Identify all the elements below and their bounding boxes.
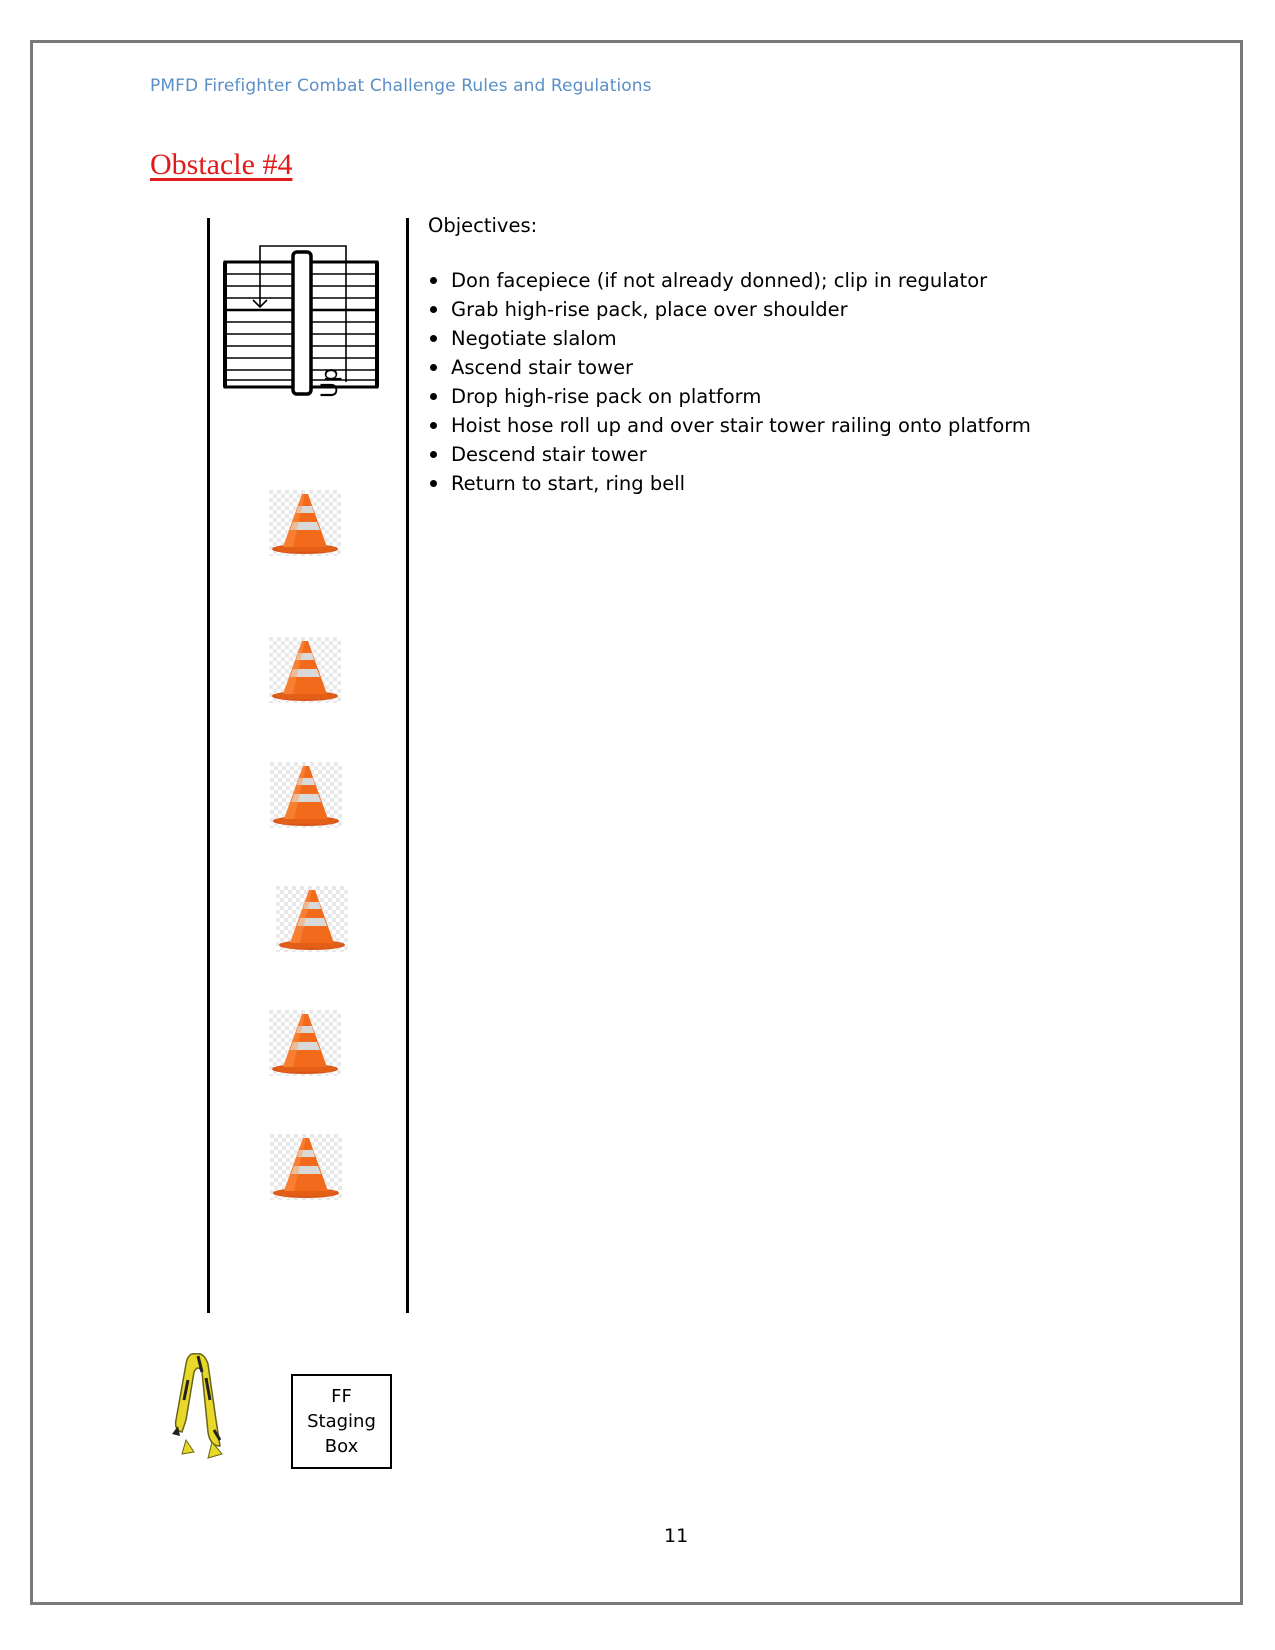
obstacle-title: Obstacle #4 xyxy=(150,148,293,181)
traffic-cone-icon xyxy=(270,762,342,828)
running-header: PMFD Firefighter Combat Challenge Rules and Regulations xyxy=(150,76,652,96)
traffic-cone-icon xyxy=(269,490,341,556)
objective-item: Negotiate slalom xyxy=(428,324,1188,353)
objective-item: Grab high-rise pack, place over shoulder xyxy=(428,295,1188,324)
page-number: 11 xyxy=(664,1525,689,1547)
objectives-section xyxy=(428,214,1188,498)
staging-box-line: Box xyxy=(324,1436,359,1457)
course-left-boundary xyxy=(207,218,210,1313)
stair-tower-diagram xyxy=(220,242,390,432)
traffic-cone-icon xyxy=(269,637,341,703)
ff-staging-box xyxy=(291,1374,392,1469)
objective-item: Ascend stair tower xyxy=(428,353,1188,382)
objectives-list xyxy=(428,266,1188,498)
objective-item: Return to start, ring bell xyxy=(428,469,1188,498)
staging-box-line: FF xyxy=(331,1386,352,1407)
traffic-cone-icon xyxy=(276,886,348,952)
objectives-heading: Objectives: xyxy=(428,214,538,237)
objective-item: Don facepiece (if not already donned); clip in regulator xyxy=(428,266,1188,295)
traffic-cone-icon xyxy=(269,1010,341,1076)
hose-pack-icon xyxy=(168,1350,230,1460)
objective-item: Descend stair tower xyxy=(428,440,1188,469)
stair-up-label: Up xyxy=(318,367,343,398)
staging-box-line: Staging xyxy=(307,1411,376,1432)
objective-item: Hoist hose roll up and over stair tower railing onto platform xyxy=(428,411,1188,440)
course-right-boundary xyxy=(406,218,409,1313)
traffic-cone-icon xyxy=(270,1134,342,1200)
objective-item: Drop high-rise pack on platform xyxy=(428,382,1188,411)
